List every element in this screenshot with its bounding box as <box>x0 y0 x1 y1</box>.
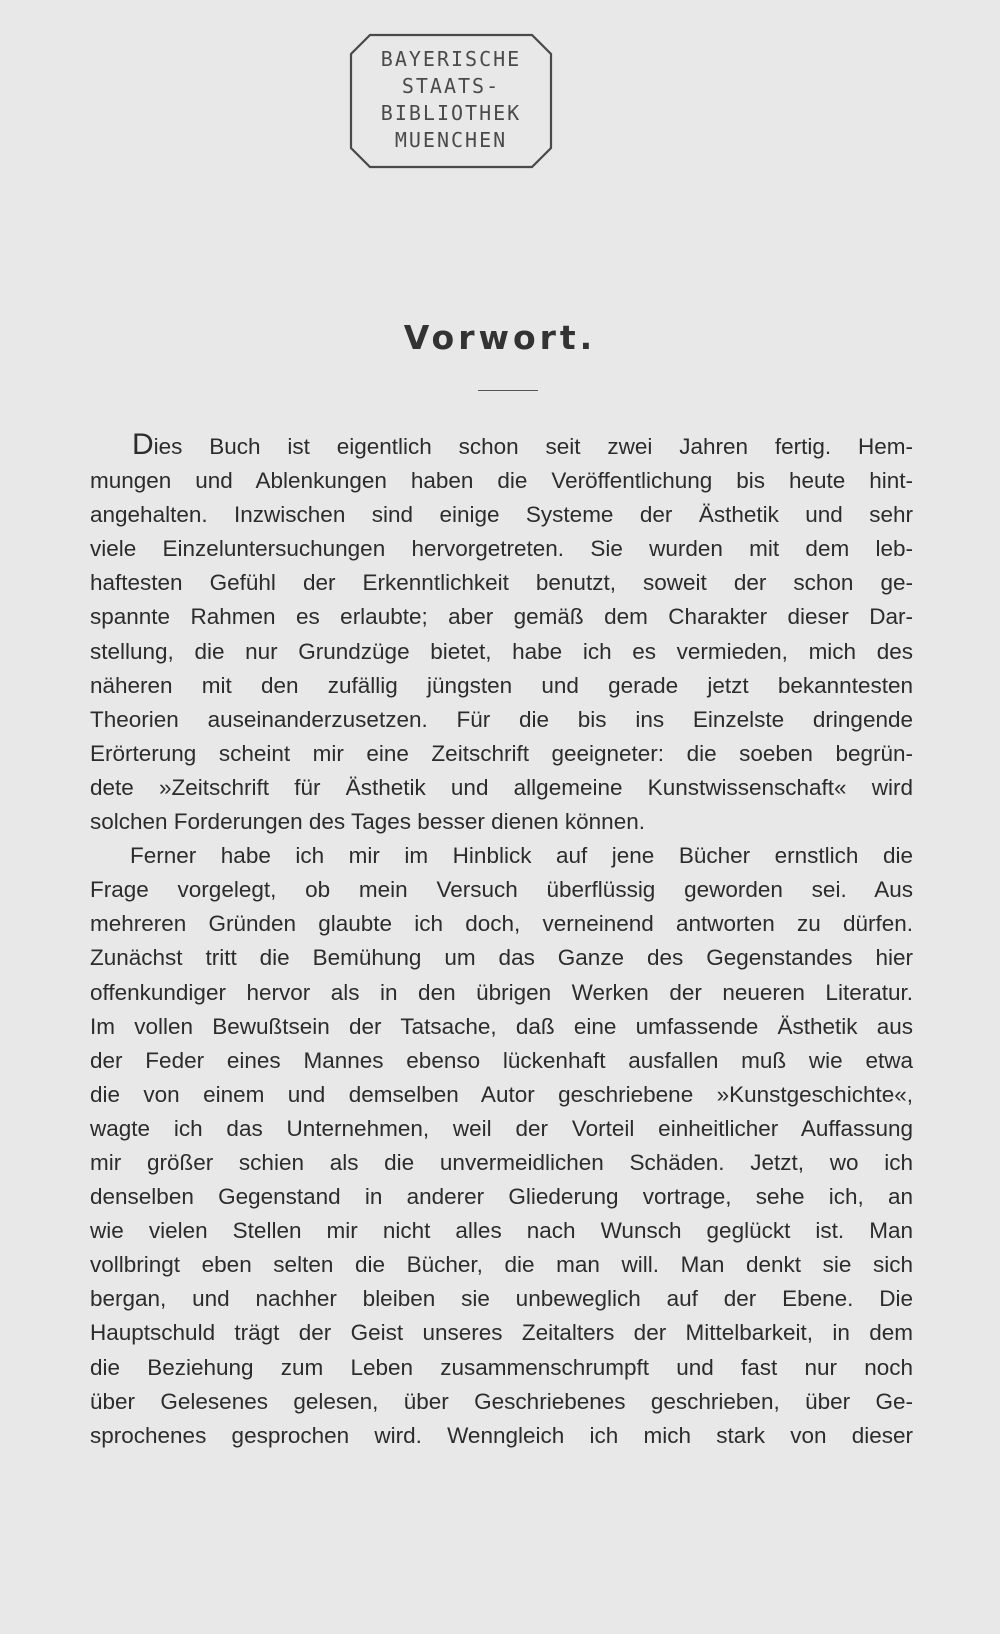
text-line: viele Einzeluntersuchungen hervorgetreten. Sie wurden mit dem leb- <box>90 536 913 562</box>
paragraph-1 <box>90 430 913 839</box>
text-line: Erörterung scheint mir eine Zeitschrift geeigneter: die soeben begrün- <box>90 740 913 766</box>
drop-cap: D <box>132 428 154 461</box>
text-line: wagte ich das Unternehmen, weil der Vorteil einheitlicher Auffassung <box>90 1115 913 1141</box>
stamp-line: MUENCHEN <box>394 128 508 152</box>
text-line: vollbringt eben selten die Bücher, die man will. Man denkt sie sich <box>90 1252 913 1278</box>
text-line: mungen und Ablenkungen haben die Veröffentlichung bis heute hint- <box>90 468 913 494</box>
stamp-line: STAATS- <box>401 74 501 98</box>
text-line: Hauptschuld trägt der Geist unseres Zeitalters der Mittelbarkeit, in dem <box>90 1320 913 1346</box>
text-line: bergan, und nachher bleiben sie unbeweglich auf der Ebene. Die <box>90 1286 913 1312</box>
body-text <box>90 430 913 1453</box>
text-line <box>90 430 913 464</box>
text-line: die von einem und demselben Autor geschriebene »Kunstgeschichte«, <box>90 1081 913 1107</box>
stamp-line: BIBLIOTHEK <box>380 101 522 125</box>
text-line: die Beziehung zum Leben zusammenschrumpft und fast nur noch <box>90 1354 913 1380</box>
text-line: spannte Rahmen es erlaubte; aber gemäß dem Charakter dieser Dar- <box>90 604 913 630</box>
text-line: haftesten Gefühl der Erkenntlichkeit benutzt, soweit der schon ge- <box>90 570 913 596</box>
text-line: wie vielen Stellen mir nicht alles nach Wunsch geglückt ist. Man <box>90 1218 913 1244</box>
text-line: mir größer schien als die unvermeidlichen Schäden. Jetzt, wo ich <box>90 1149 913 1175</box>
text-line: offenkundiger hervor als in den übrigen Werken der neueren Literatur. <box>90 979 913 1005</box>
text-line: Im vollen Bewußtsein der Tatsache, daß eine umfassende Ästhetik aus <box>90 1013 913 1039</box>
text-line: stellung, die nur Grundzüge bietet, habe ich es vermieden, mich des <box>90 638 913 664</box>
text-line: angehalten. Inzwischen sind einige Systeme der Ästhetik und sehr <box>90 502 913 528</box>
text-line: Ferner habe ich mir im Hinblick auf jene Bücher ernstlich die <box>130 843 913 869</box>
text-line: denselben Gegenstand in anderer Gliederung vortrage, sehe ich, an <box>90 1184 913 1210</box>
text-line-content: ies Buch ist eigentlich schon seit zwei Jahren fertig. Hem- <box>153 434 913 459</box>
stamp-line: BAYERISCHE <box>380 47 522 71</box>
text-line: mehreren Gründen glaubte ich doch, verneinend antworten zu dürfen. <box>90 911 913 937</box>
text-line: über Gelesenes gelesen, über Geschriebenes geschrieben, über Ge- <box>90 1388 913 1414</box>
text-line: näheren mit den zufällig jüngsten und gerade jetzt bekanntesten <box>90 672 913 698</box>
page-title: Vorwort. <box>403 318 597 357</box>
text-line: Zunächst tritt die Bemühung um das Ganze des Gegenstandes hier <box>90 945 913 971</box>
text-line: Theorien auseinanderzusetzen. Für die bis ins Einzelste dringende <box>90 706 913 732</box>
paragraph-2 <box>90 839 913 1453</box>
stamp-text <box>348 46 554 154</box>
text-line: Frage vorgelegt, ob mein Versuch überflüssig geworden sei. Aus <box>90 877 913 903</box>
text-line: dete »Zeitschrift für Ästhetik und allgemeine Kunstwissenschaft« wird <box>90 774 913 800</box>
library-stamp <box>348 32 554 170</box>
title-divider <box>478 390 538 391</box>
text-line: der Feder eines Mannes ebenso lückenhaft ausfallen muß wie etwa <box>90 1047 913 1073</box>
text-line: solchen Forderungen des Tages besser dienen können. <box>90 809 645 835</box>
text-line: sprochenes gesprochen wird. Wenngleich ich mich stark von dieser <box>90 1422 913 1448</box>
